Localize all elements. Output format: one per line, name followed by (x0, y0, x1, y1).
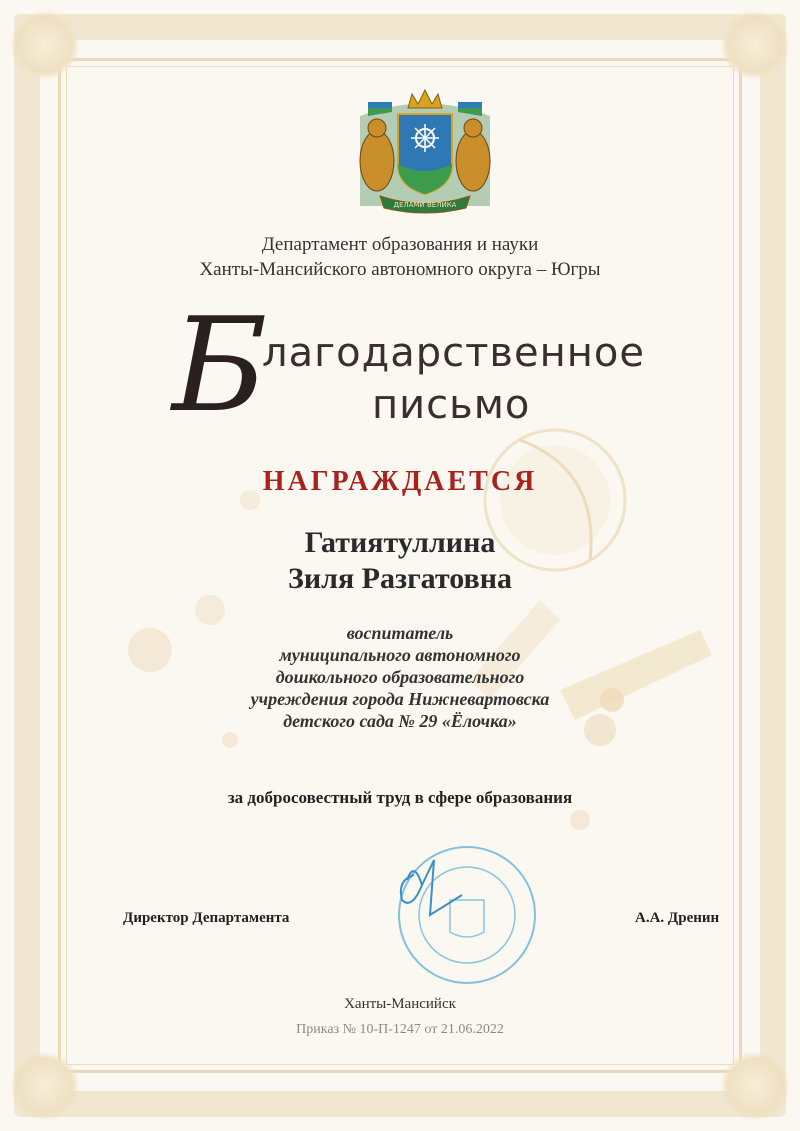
recipient-given-names: Зиля Разгатовна (288, 562, 512, 595)
recipient-position (0, 622, 800, 732)
department-line-1: Департамент образования и науки (261, 234, 539, 255)
official-stamp-icon (352, 840, 542, 990)
recipient-surname: Гатиятуллина (304, 526, 496, 559)
issue-city: Ханты-Мансийск (344, 996, 456, 1012)
recipient-name (0, 525, 800, 597)
signature-icon (401, 860, 462, 915)
coat-of-arms-icon (350, 86, 500, 216)
position-line: муниципального автономного (279, 645, 521, 665)
title-line-1: лагодарственное (262, 330, 645, 376)
signatory-title: Директор Департамента (123, 910, 290, 926)
award-reason: за добросовестный труд в сфере образования (227, 788, 573, 807)
order-reference: Приказ № 10-П-1247 от 21.06.2022 (296, 1022, 504, 1037)
department-name (0, 232, 800, 282)
position-line: воспитатель (346, 623, 454, 643)
position-line: учреждения города Нижневартовска (250, 689, 550, 709)
corner-ornament (10, 10, 80, 80)
title-line-2: письмо (372, 382, 531, 428)
signatory-name: А.А. Дренин (635, 910, 720, 926)
awarded-label: НАГРАЖДАЕТСЯ (262, 466, 538, 497)
corner-ornament (10, 1051, 80, 1121)
position-line: дошкольного образовательного (275, 667, 525, 687)
corner-ornament (720, 10, 790, 80)
corner-ornament (720, 1051, 790, 1121)
title-initial: Б (172, 289, 268, 441)
department-line-2: Ханты-Мансийского автономного округа – Югры (199, 259, 601, 280)
position-line: детского сада № 29 «Ёлочка» (283, 711, 517, 731)
emblem-motto: ДЕЛАМИ ВЕЛИКА (393, 201, 457, 209)
